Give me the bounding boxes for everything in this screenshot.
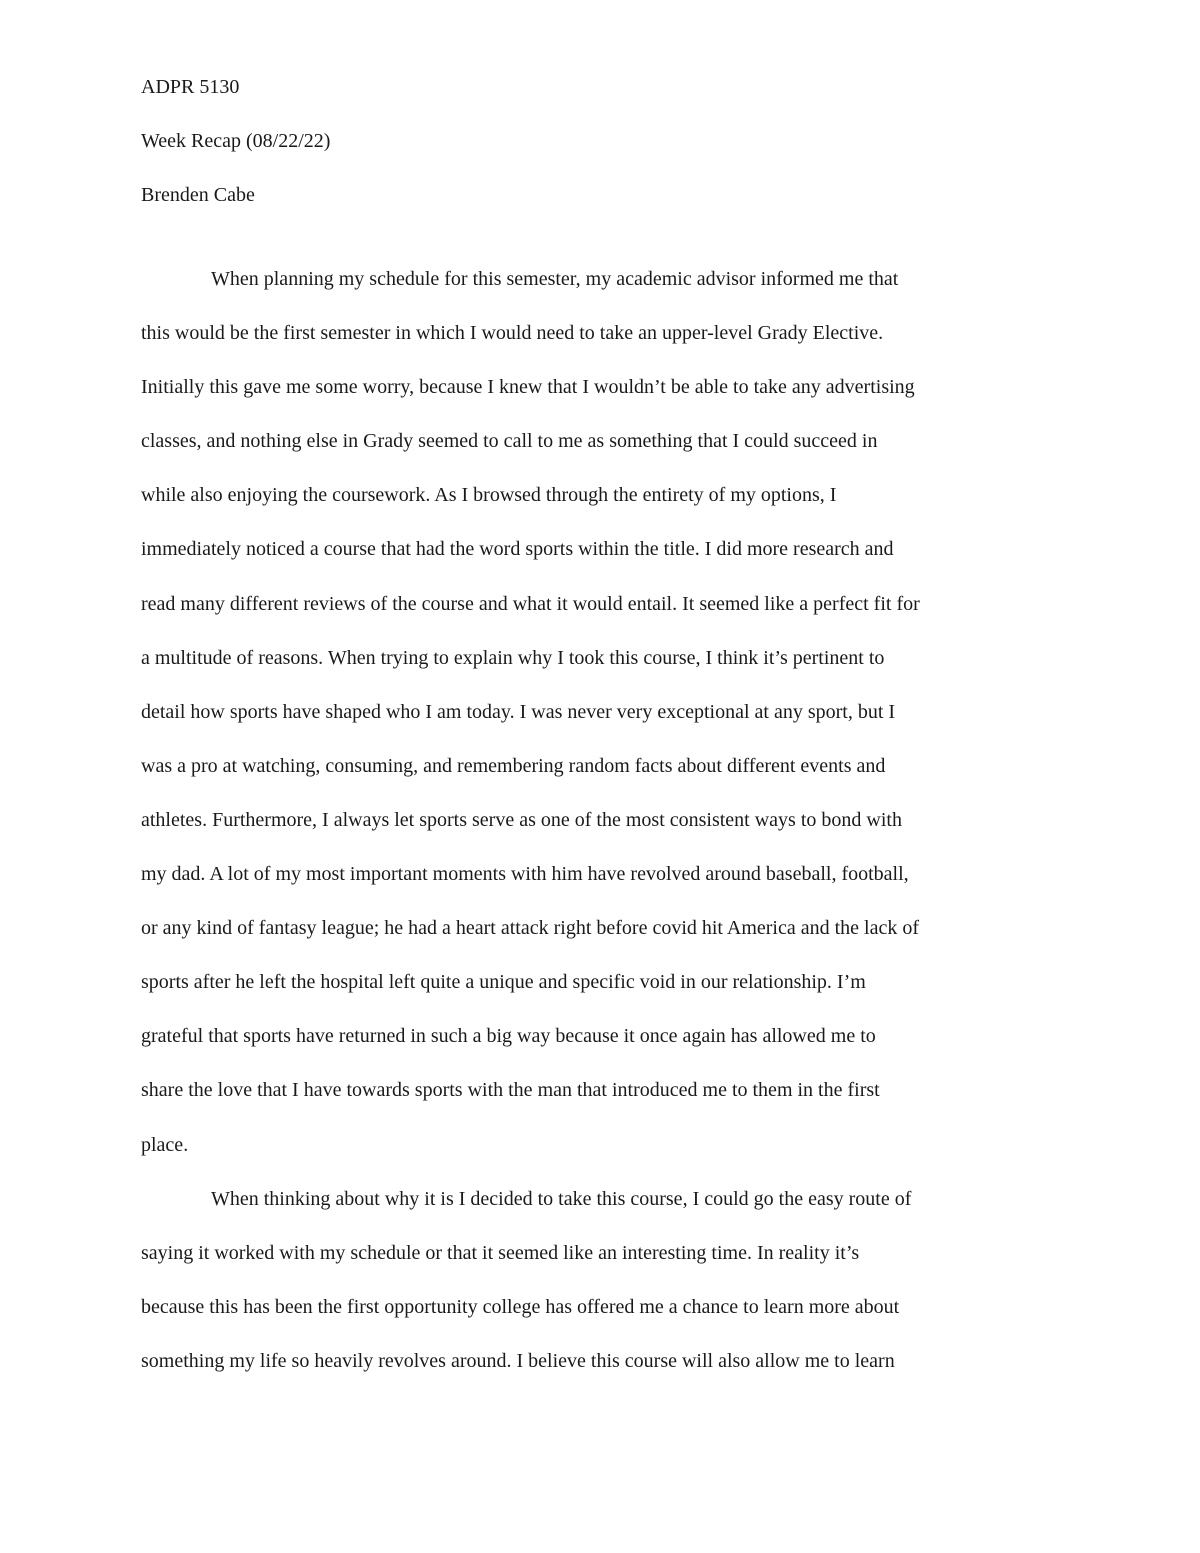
text-line: something my life so heavily revolves around. I believe this course will also allow me to learn bbox=[141, 1349, 895, 1372]
text-line: saying it worked with my schedule or that it seemed like an interesting time. In reality it’s bbox=[141, 1241, 860, 1264]
text-line: When planning my schedule for this semester, my academic advisor informed me that bbox=[211, 268, 899, 290]
text-line: Initially this gave me some worry, because I knew that I wouldn’t be able to take any advertising bbox=[141, 376, 915, 399]
document-body bbox=[141, 262, 1081, 1398]
assignment-title: Week Recap (08/22/22) bbox=[141, 130, 331, 152]
text-line: because this has been the first opportunity college has offered me a chance to learn more about bbox=[141, 1295, 900, 1318]
text-line: place. bbox=[141, 1133, 189, 1156]
author-name: Brenden Cabe bbox=[141, 184, 255, 206]
text-line: athletes. Furthermore, I always let sports serve as one of the most consistent ways to bond with bbox=[141, 808, 902, 831]
text-line: was a pro at watching, consuming, and remembering random facts about different events and bbox=[141, 754, 886, 777]
text-line: read many different reviews of the course and what it would entail. It seemed like a perfect fit for bbox=[141, 592, 920, 615]
text-line: this would be the first semester in which I would need to take an upper-level Grady Elective. bbox=[141, 322, 884, 345]
text-line: When thinking about why it is I decided to take this course, I could go the easy route of bbox=[211, 1187, 912, 1210]
text-line: immediately noticed a course that had the word sports within the title. I did more research and bbox=[141, 538, 894, 561]
document-header bbox=[141, 70, 1061, 232]
text-line: while also enjoying the coursework. As I browsed through the entirety of my options, I bbox=[141, 484, 837, 507]
text-line: classes, and nothing else in Grady seemed to call to me as something that I could succeed in bbox=[141, 430, 878, 453]
text-line: or any kind of fantasy league; he had a heart attack right before covid hit America and the lack of bbox=[141, 917, 920, 940]
text-line: share the love that I have towards sports with the man that introduced me to them in the first bbox=[141, 1079, 880, 1102]
text-line: detail how sports have shaped who I am today. I was never very exceptional at any sport, but I bbox=[141, 700, 896, 723]
text-line: my dad. A lot of my most important moments with him have revolved around baseball, football, bbox=[141, 863, 909, 886]
course-code: ADPR 5130 bbox=[141, 76, 240, 98]
text-line: sports after he left the hospital left quite a unique and specific void in our relationship. I’m bbox=[141, 971, 866, 994]
text-line: a multitude of reasons. When trying to explain why I took this course, I think it’s pertinent to bbox=[141, 646, 885, 669]
text-line: grateful that sports have returned in such a big way because it once again has allowed me to bbox=[141, 1025, 876, 1048]
